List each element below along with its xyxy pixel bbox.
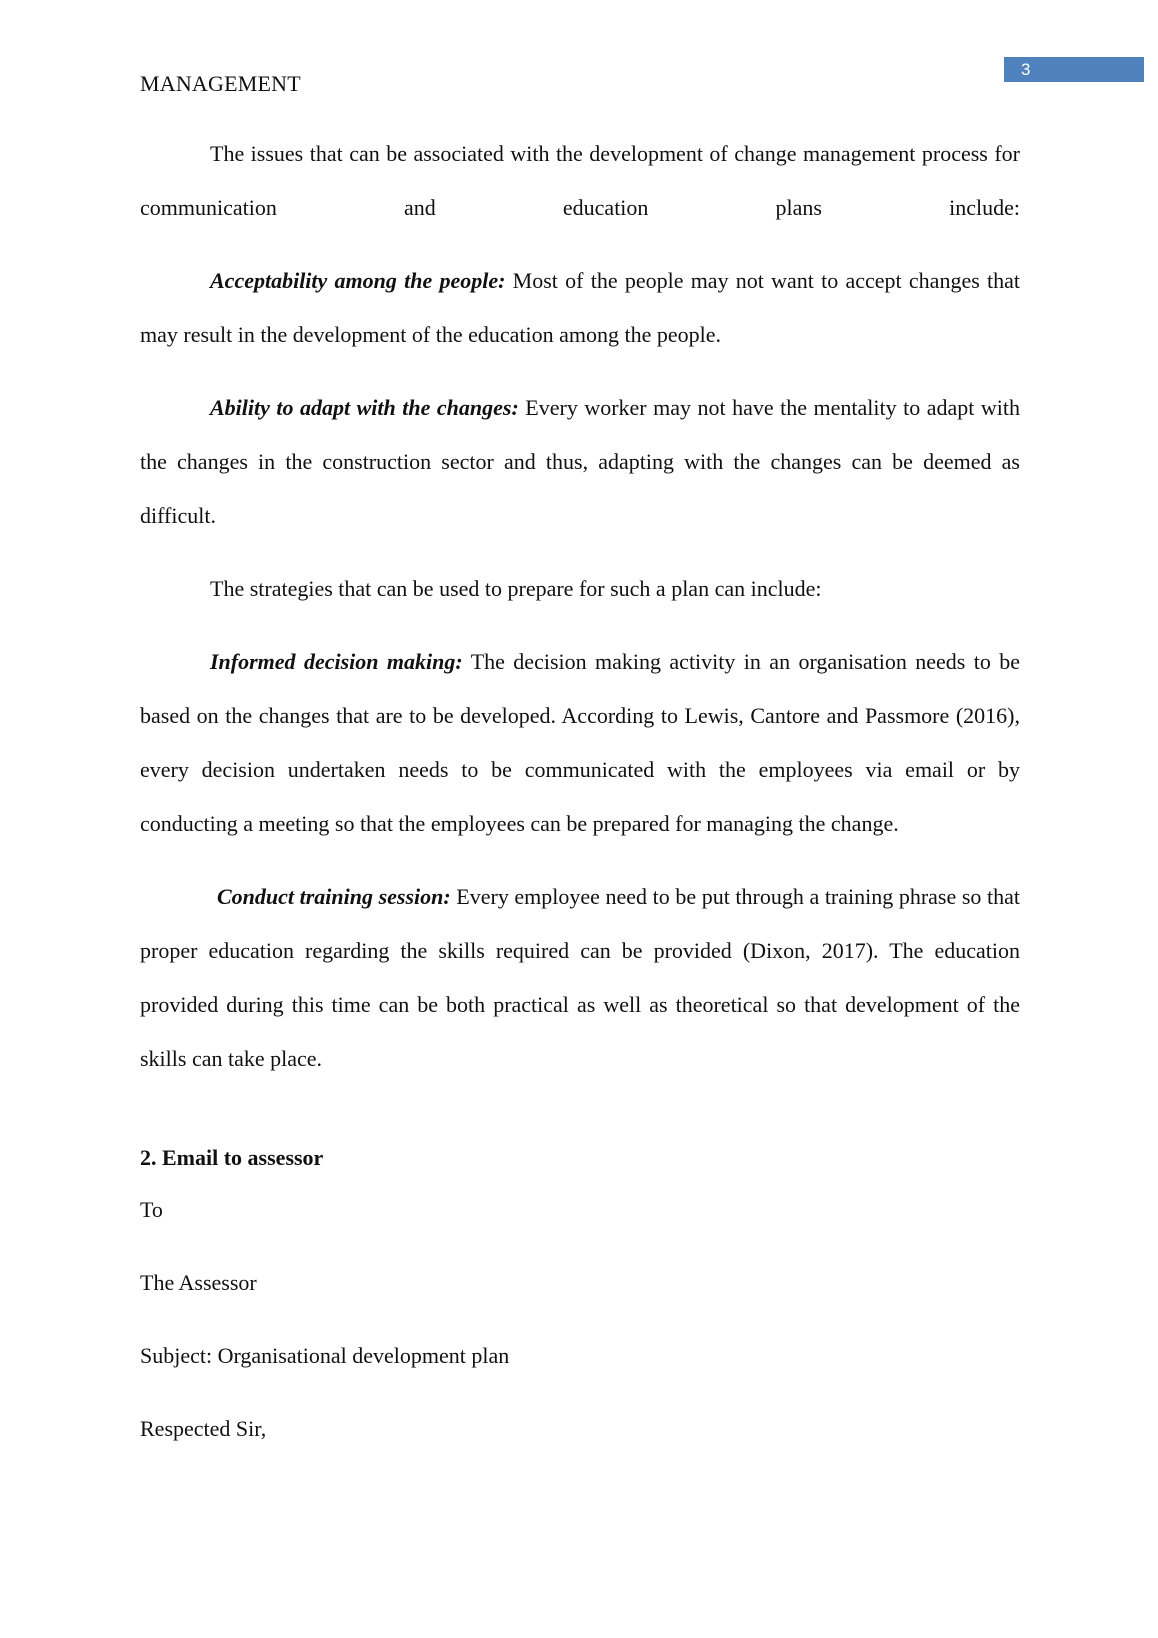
paragraph-training — [140, 870, 1020, 1086]
section-heading: 2. Email to assessor — [140, 1145, 324, 1170]
email-to: To — [140, 1197, 163, 1222]
paragraph-adapt — [140, 381, 1020, 543]
email-recipient: The Assessor — [140, 1270, 257, 1295]
paragraph-lead: Acceptability among the people: — [210, 268, 506, 293]
paragraph-text: The decision making activity in an organisation needs to be based on the changes that are to be developed. According to Lewis, Cantore and Passmore (2016), every decision undertaken needs to be communicated with the employees via email or by conducting a meeting so that the employees can be prepared for managing the change. — [140, 649, 1020, 836]
body-text — [140, 127, 1020, 1105]
email-salutation: Respected Sir, — [140, 1416, 267, 1441]
paragraph-text: Every employee need to be put through a training phrase so that proper education regarding the skills required can be provided (Dixon, 2017). The education provided during this time can be both practical as well as theoretical so that development of the skills can take place. — [140, 884, 1020, 1071]
email-subject: Subject: Organisational development plan — [140, 1343, 510, 1368]
paragraph-lead: Informed decision making: — [210, 649, 463, 674]
paragraph-acceptability — [140, 254, 1020, 362]
paragraph-lead: Conduct training session: — [217, 884, 451, 909]
paragraph-lead: Ability to adapt with the changes: — [210, 395, 519, 420]
running-header: MANAGEMENT — [140, 71, 301, 96]
page-number: 3 — [1004, 57, 1144, 82]
paragraph-informed-decision — [140, 635, 1020, 851]
paragraph-text: Most of the people may not want to accept changes that may result in the development of the education among the people. — [140, 268, 1020, 347]
strategies-paragraph — [140, 562, 1020, 616]
paragraph-text: Every worker may not have the mentality to adapt with the changes in the construction sector and thus, adapting with the changes can be deemed as difficult. — [140, 395, 1021, 528]
intro-paragraph — [140, 127, 1020, 235]
paragraph-text: The strategies that can be used to prepare for such a plan can include: — [210, 576, 822, 601]
paragraph-text: The issues that can be associated with the development of change management process for communication and education plans include: — [140, 141, 1020, 220]
